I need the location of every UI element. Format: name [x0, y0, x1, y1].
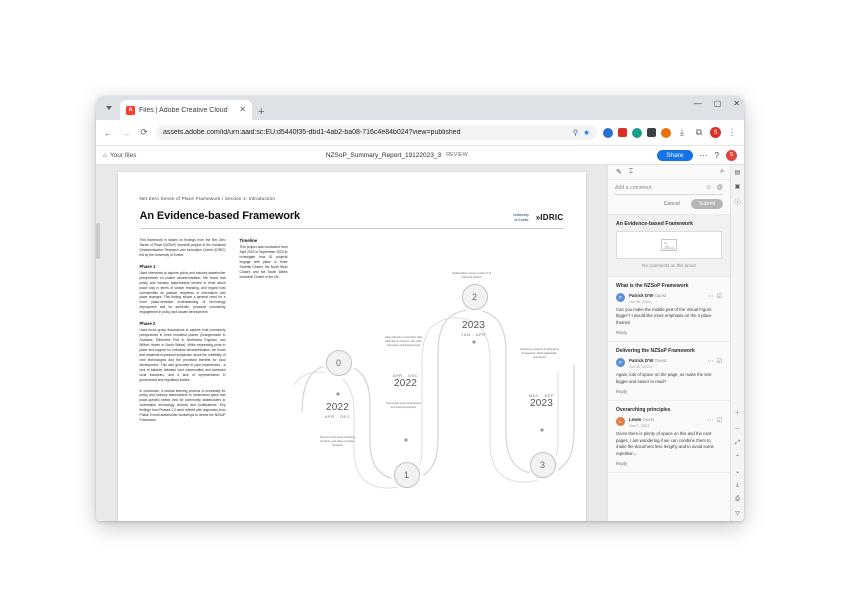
timeline-year — [448, 320, 500, 337]
home-icon[interactable]: ⌂ — [103, 151, 107, 159]
comment-actions — [708, 417, 722, 424]
zoom-icon[interactable]: ⚲ — [572, 128, 579, 137]
timeline-node: 1 — [394, 462, 420, 488]
image-placeholder-glyph — [661, 239, 677, 251]
app-body — [96, 165, 744, 521]
avatar: P — [616, 293, 625, 302]
timeline-node: 2 — [462, 284, 488, 310]
pen-icon[interactable]: ✎ — [616, 169, 622, 176]
timeline-year — [312, 402, 364, 419]
print-icon[interactable]: ⎙ — [735, 496, 740, 502]
document-title-row — [140, 210, 564, 229]
zoom-out-icon[interactable]: － — [734, 427, 741, 433]
address-bar-url: assets.adobe.com/id/urn:aaid:sc:EU:d5440f35-dbd1-4ab2-ba08-716c4e84b024?view=published — [163, 129, 461, 136]
submit-button[interactable]: Submit — [691, 199, 723, 209]
fit-page-icon[interactable]: ⤢ — [735, 440, 740, 446]
cancel-button[interactable]: Cancel — [663, 201, 680, 207]
comment-author-role: Guest — [642, 417, 655, 423]
page-title: An Evidence-based Framework — [139, 210, 301, 222]
document-columns — [139, 238, 564, 480]
document-name: NZSoP_Summary_Report_19122023_3 — [325, 151, 442, 159]
document-page — [118, 172, 586, 521]
resolve-icon[interactable]: ☑ — [716, 418, 722, 425]
comment-thread — [608, 277, 730, 342]
more-tools-icon[interactable]: ▽ — [735, 511, 740, 517]
paragraph-heading: Phase 1 — [139, 263, 156, 269]
forward-icon[interactable]: → — [121, 127, 131, 138]
timeline-intro: This project was conducted from April 2022 to September 2023 to investigate how ID projects engage with place in three Scottish Cluster, the North West Cluster, and the South Wales Industrial Cluster in the UK. — [239, 245, 288, 279]
extension-blue-icon[interactable] — [603, 128, 613, 138]
more-options-icon[interactable]: ⋯ — [707, 294, 714, 300]
timeline-year-value: 2023 — [461, 320, 486, 331]
timeline-heading: Timeline — [239, 238, 258, 243]
more-menu-icon[interactable]: ⋮ — [727, 127, 737, 137]
mention-icon[interactable]: @ — [716, 185, 723, 191]
timeline-month-range: MAY - SEP — [528, 393, 555, 398]
tab-search[interactable] — [100, 96, 120, 120]
timeline-month-range: APR - DEC — [324, 414, 351, 419]
chevron-down-icon[interactable] — [106, 106, 112, 110]
tab-strip — [96, 96, 744, 120]
paragraph: This framework is based on findings from the Net Zero Sense of Place (NZSoP) research project of the Industrial Decarbonisation Research and Innovation Centre (IDRIC) led by the University of Exeter. — [139, 238, 226, 257]
comment-thread — [608, 401, 730, 473]
comment-body: Given there is plenty of space on this and the next pages, I am wondering if we can combine them to make the document less lengthy and to avoid some repetition... — [616, 431, 714, 456]
timeline-node: 0 — [326, 350, 352, 376]
highlighter-icon[interactable]: ⌶ — [628, 168, 634, 175]
document-name-area — [143, 152, 650, 159]
details-icon[interactable]: ⓘ — [734, 200, 741, 206]
paragraph: Used focus group discussions to capture host community perspectives in three industrial places (Grangemouth in Scotland, Ellesmere Port in Northwest England, and Milford Haven in South Wales). While expressing pride in place and support for industrial decarbonisation, we found that residents expressed scepticism about the credibility of new technologies and the promised benefits for local development. This was grounded in past experiences - a lack of balance between host communities and dominant local industries, and a lack of representation in government and regulatory bodies. — [139, 328, 226, 382]
comment-header — [616, 293, 722, 304]
new-tab-button[interactable]: + — [258, 106, 265, 118]
next-page-icon[interactable]: ⌄ — [734, 469, 741, 475]
comment-body: Can you make the middle part of the Visual Figure bigger? I would like more emphasis on the 4 place themes — [616, 307, 712, 325]
idric-logo-label: IDRIC — [540, 213, 564, 222]
filter-icon[interactable]: ⌕ — [720, 168, 724, 175]
comment-section-title: What is the NZSoP Framework — [616, 283, 689, 289]
comment-input-placeholder: Add a comment — [615, 185, 652, 191]
body-column — [140, 238, 226, 429]
paragraph-heading: Phase 2 — [139, 321, 156, 327]
composer-buttons — [615, 199, 723, 209]
avatar[interactable]: S — [726, 150, 737, 161]
document-kicker: Net Zero Sense of Place Framework / Section 1: Introduction — [139, 196, 276, 201]
comment-author: Lewis Guest — [629, 417, 655, 423]
zoom-in-icon[interactable]: ＋ — [734, 411, 741, 417]
close-window-button[interactable]: ✕ — [733, 99, 740, 108]
timeline-caption-extra: Community lives experiences and lived perceptions — [386, 402, 421, 409]
more-actions-icon[interactable]: ⋯ — [699, 150, 708, 160]
comment-composer — [608, 180, 730, 215]
comments-panel-icon[interactable]: ▤ — [734, 170, 741, 176]
minimize-button[interactable]: — — [693, 99, 702, 108]
comment-header — [616, 417, 722, 428]
avatar: P — [616, 358, 625, 367]
timeline-caption: Synthesis, analysis & integrating Framework: Multi-stakeholder workshops — [520, 348, 559, 359]
reply-button[interactable]: Reply — [616, 460, 627, 466]
composer-icons — [706, 185, 723, 191]
comments-rail — [607, 165, 730, 521]
bookmark-star-icon[interactable]: ★ — [583, 128, 590, 137]
comment-author: Patrick D'W Guest — [629, 358, 667, 364]
empty-annotation-subtitle: No comments on this annot — [642, 263, 696, 268]
breadcrumb[interactable] — [103, 152, 136, 159]
document-viewer[interactable] — [96, 165, 607, 521]
timeline-year-value: 2022 — [393, 378, 418, 389]
comment-input[interactable] — [615, 185, 723, 195]
resolve-icon[interactable]: ☑ — [716, 359, 722, 366]
status-badge: REVIEW — [446, 152, 468, 158]
address-bar[interactable] — [156, 125, 597, 140]
share-button[interactable]: Share — [657, 150, 692, 161]
timeline-caption: Review of the place branding literature and place-sensitive literature — [320, 436, 355, 447]
comment-author-role: Guest — [654, 293, 667, 298]
more-options-icon[interactable]: ⋯ — [707, 418, 714, 425]
comment-body: Again, lots of space on the page, so make the text bigger and easier to read? — [616, 372, 712, 384]
puzzle-icon[interactable]: ⧉ — [695, 127, 703, 137]
timeline-month-range: JAN - APR — [461, 332, 486, 337]
comment-timestamp: Oct 30, 2024 — [629, 300, 651, 304]
image-placeholder-icon — [616, 231, 722, 259]
tab-title: Files | Adobe Creative Cloud — [139, 106, 228, 114]
idric-logo — [536, 213, 564, 222]
comment-header — [616, 358, 722, 369]
comment-timestamp: Nov 1, 2024 — [629, 424, 650, 429]
adobe-favicon-icon: A — [126, 106, 135, 115]
emoji-icon[interactable]: ☺ — [705, 185, 712, 191]
extensions-row — [603, 127, 738, 139]
timeline-path-svg — [294, 244, 586, 521]
paragraph: Used interviews to capture policy and industry stakeholder perspectives on cluster decarbonisation. We found that policy and industry stakeholders tended to think about place only in terms of cluster branding, and regard host communities as passive recipients of information and place changes. This finding shows a general need for a more place-sensitive understanding of technology deployment and for authentic, proactive community engagement in policy and cluster development. — [139, 270, 226, 315]
reload-icon[interactable]: ⟳ — [140, 127, 148, 137]
timeline-intro-column — [240, 238, 288, 429]
annotation-toolbar — [608, 165, 730, 180]
paragraph: In conclusion, a mutual learning process is necessary for policy and industry stakeholders to understand place and place-specific needs, and for community stakeholders to understand technology choices and justifications. Key findings from Phases 1-2 were refined with responses from Phase 3 multi-stakeholder workshops to devise the NZSoP Framework. — [139, 388, 226, 423]
comment-actions — [708, 293, 722, 300]
browser-tab[interactable] — [120, 100, 252, 120]
maximize-button[interactable]: ▢ — [713, 99, 722, 108]
idric-mark-icon: » — [535, 213, 539, 222]
info-panel-icon[interactable]: ▣ — [734, 184, 741, 190]
download-icon[interactable]: ⤓ — [736, 482, 739, 488]
empty-annotation-card — [608, 215, 730, 277]
breadcrumb-label[interactable]: Your files — [109, 151, 137, 159]
extension-dark-icon[interactable] — [647, 128, 656, 137]
timeline-caption: Stakeholders' sense of place in 3 industrial clusters — [451, 272, 492, 279]
university-logo: University of Exeter — [512, 213, 529, 222]
reply-button[interactable]: Reply — [616, 330, 627, 336]
comment-section-title: Overarching principles — [616, 407, 671, 414]
timeline-year — [380, 372, 432, 389]
timeline-year — [516, 392, 568, 409]
empty-annotation-title: An Evidence-based Framework — [616, 221, 693, 227]
comment-timestamp: Oct 30, 2024 — [629, 365, 651, 370]
viewer-tools — [730, 165, 744, 521]
reply-button[interactable]: Reply — [616, 389, 627, 395]
avatar: L — [616, 417, 625, 426]
downloads-icon[interactable]: ⤓ — [680, 127, 684, 137]
comment-author-role: Guest — [654, 358, 667, 364]
profile-avatar[interactable]: S — [710, 127, 721, 138]
browser-toolbar — [96, 120, 744, 146]
extension-teal-icon[interactable] — [632, 128, 642, 138]
extension-red-icon[interactable] — [618, 128, 627, 137]
comment-actions — [708, 358, 722, 365]
previous-page-icon[interactable]: ⌃ — [734, 455, 741, 461]
comment-section-title: Delivering the NZSoP Framework — [616, 348, 695, 355]
timeline-month-range: APR - DEC — [392, 373, 419, 378]
resolve-icon[interactable]: ☑ — [716, 294, 722, 300]
timeline-year-value: 2023 — [529, 398, 554, 409]
window-controls — [694, 100, 740, 108]
back-icon[interactable]: ← — [103, 127, 113, 138]
timeline-caption: Data collection: secondary data collection & analysis, site visits, interviews and assessments — [384, 336, 423, 347]
timeline-year-value: 2022 — [325, 402, 350, 413]
help-icon[interactable]: ? — [714, 150, 719, 160]
close-tab-icon[interactable]: ✕ — [239, 105, 246, 114]
scrollbar-handle[interactable] — [96, 223, 100, 259]
extension-orange-icon[interactable] — [661, 128, 671, 138]
more-options-icon[interactable]: ⋯ — [707, 359, 714, 366]
timeline-graphic — [302, 238, 564, 480]
comment-thread — [608, 342, 730, 401]
app-header — [96, 146, 744, 165]
browser-window — [96, 96, 744, 521]
comment-author: Patrick D'W Guest — [629, 293, 667, 298]
logos — [513, 213, 564, 222]
timeline-node: 3 — [530, 452, 556, 478]
